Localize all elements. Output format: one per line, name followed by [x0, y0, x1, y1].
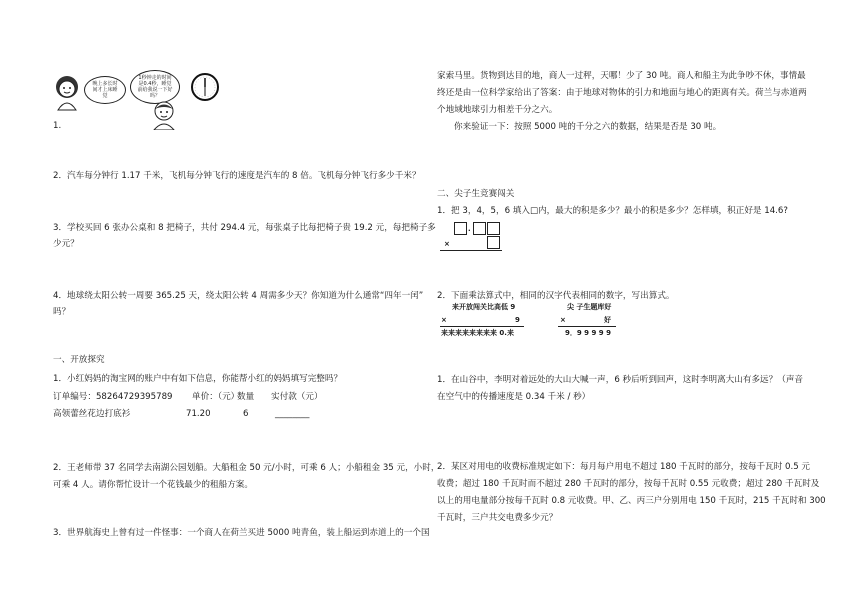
equation-1-multiplier: 9 [515, 316, 520, 324]
quantity-label: 数量 [237, 392, 255, 402]
bubble-text: 晚上多长时间才上床睡觉 [92, 81, 118, 99]
section-2-question-1: 1．把 3，4，5，6 填入□内，最大的积是多少？最小的积是多少？怎样填，积正好是 14.6? [437, 206, 788, 216]
question-4-line-2: 吗？ [53, 307, 71, 317]
question-3-line-2: 少元？ [53, 239, 79, 249]
story-line-4: 你来验证一下：按照 5000 吨的千分之六的数据，结果是否是 30 吨。 [454, 122, 722, 132]
equation-2-result: 9．9 9 9 9 9 [565, 329, 611, 337]
speech-bubble [84, 76, 126, 104]
digit-box [454, 222, 467, 235]
question-2: 2．汽车每分钟行 1.17 千米，飞机每分钟飞行的速度是汽车的 8 倍。飞机每分钟飞行多少千米？ [53, 171, 421, 181]
multiply-sign: × [444, 240, 450, 248]
bubble-text: 1秒钟走的时间是0.4秒，睡觉前给我说一下好吗？ [137, 75, 173, 99]
item-paid-blank: ________ [275, 409, 310, 419]
equation-2-multiplier: 好 [604, 316, 611, 324]
girl-illustration-icon [50, 74, 84, 112]
section-1-question-2-line-1: 2．王老师带 37 名同学去南湖公园划船。大船租金 50 元/小时，可乘 6 人；小船租金 35 元，小时， [53, 463, 440, 473]
right-question-2-line-4: 千瓦时，三户共交电费多少元？ [437, 513, 558, 523]
decimal-point: . [468, 225, 471, 233]
story-line-2: 终还是由一位科学家给出了答案：由于地球对物体的引力和地面与地心的距离有关。荷兰与赤道两 [437, 88, 807, 98]
right-question-1-line-1: 1．在山谷中，李明对着远处的大山大喊一声，6 秒后听到回声，这时李明离大山有多远？（声音 [437, 375, 804, 385]
digit-box [487, 236, 500, 249]
divider-line [558, 326, 616, 327]
question-3-line-1: 3．学校买回 6 张办公桌和 8 把椅子，共付 294.4 元，每张桌子比每把椅子贵 19.2 元，每把椅子多 [53, 223, 436, 233]
paid-amount-label: 实付款（元） [271, 392, 323, 402]
story-line-1: 家索马里。货物到达目的地，商人一过秤，天哪！少了 30 吨。商人和船主为此争吵不休，事情最 [437, 71, 806, 81]
unit-price-label: 单价：（元） [192, 392, 240, 402]
divider-line [440, 326, 524, 327]
equation-1-top: 来开放闯关比高低 9 [452, 303, 516, 311]
question-1-number: 1. [53, 121, 62, 131]
divider-line [440, 250, 502, 251]
item-quantity: 6 [243, 409, 249, 419]
equation-1-multiply-sign: × [441, 316, 447, 324]
right-question-1-line-2: 在空气中的传播速度是 0.34 千米 / 秒） [437, 392, 591, 402]
equation-2-top: 尖 子生题库好 [567, 303, 612, 311]
right-question-2-line-1: 2．某区对用电的收费标准规定如下：每月每户用电不超过 180 千瓦时的部分，按每千瓦时 0.5 元 [437, 462, 811, 472]
question-4-line-1: 4．地球绕太阳公转一周要 365.25 天，绕太阳公转 4 周需多少天？你知道为什么通常“四年一闰” [53, 291, 424, 301]
section-1-question-3: 3．世界航海史上曾有过一件怪事：一个商人在荷兰买进 5000 吨青鱼，装上船运到赤道上的一个国 [53, 528, 430, 538]
item-name: 高领蕾丝花边打底衫 [53, 409, 131, 419]
story-line-3: 个地域地球引力相差千分之六。 [437, 105, 558, 115]
clock-icon [190, 72, 220, 102]
equation-1-result: 来来来来来来来来 0.来 [441, 329, 514, 337]
right-question-2-line-2: 收费；超过 180 千瓦时而不超过 280 千瓦时的部分，按每千瓦时 0.55 元收费；超过 280 千瓦时及 [437, 479, 820, 489]
section-2-title: 二、尖子生竞赛闯关 [437, 189, 515, 199]
right-question-2-line-3: 以上的用电量部分按每千瓦时 0.8 元收费。甲、乙、丙三户分别用电 150 千瓦时，215 千瓦时和 300 [437, 496, 826, 506]
boy-illustration-icon [150, 100, 178, 130]
item-unit-price: 71.20 [186, 409, 211, 419]
order-number-label: 订单编号：58264729395789 [53, 392, 173, 402]
section-1-title: 一、开放探究 [53, 355, 105, 365]
digit-box [473, 222, 486, 235]
section-1-question-2-line-2: 可乘 4 人。请你帮忙设计一个花钱最少的租船方案。 [53, 480, 253, 490]
section-2-question-2: 2．下面乘法算式中，相同的汉字代表相同的数字，写出算式。 [437, 291, 675, 301]
speech-bubble [130, 70, 180, 104]
section-1-question-1: 1．小红妈妈的淘宝网的账户中有如下信息，你能帮小红的妈妈填写完整吗？ [53, 374, 343, 384]
digit-box [487, 222, 500, 235]
equation-2-multiply-sign: × [560, 316, 566, 324]
